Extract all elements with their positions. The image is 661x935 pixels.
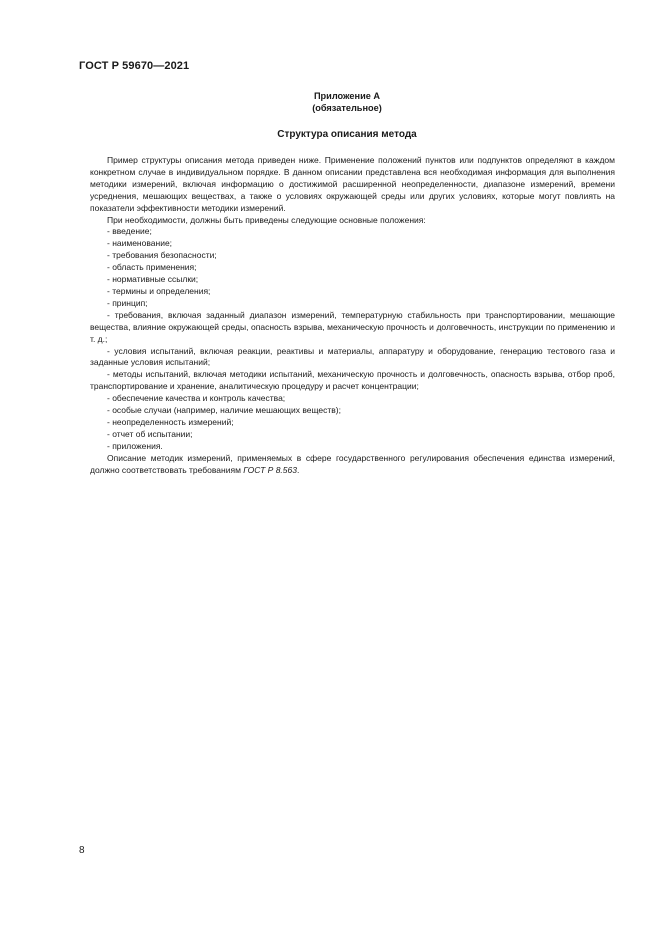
list-item: - особые случаи (например, наличие мешающих веществ); <box>107 405 341 416</box>
closing-end: . <box>296 464 300 475</box>
list-item: - неопределенность измерений; <box>107 416 234 427</box>
list-item: - обеспечение качества и контроль качества; <box>107 393 286 404</box>
list-item: - приложения. <box>107 440 163 451</box>
closing-paragraph <box>90 453 615 477</box>
appendix-heading <box>0 90 661 114</box>
list-item: - отчет об испытании; <box>107 428 193 439</box>
page-number: 8 <box>79 845 85 856</box>
list-intro-paragraph: При необходимости, должны быть приведены следующие основные положения: <box>107 214 426 225</box>
body-text <box>90 155 615 476</box>
closing-text: Описание методик измерений, применяемых в сфере государственного регулирования обеспечения единства измерений, должно соответствовать требованиям <box>90 452 615 475</box>
intro-paragraph: Пример структуры описания метода приведен ниже. Применение положений пунктов или подпунктов определяют в каждом конкретном случае в индивидуальном порядке. В данном описании представлена вся необходимая информация для выполнения методики измерений, включая информацию о достижимой расширенной неопределенности, диапазоне измерений, времени усреднения, мешающих веществах, а также о условиях окружающей среды или других условиях, которые могут повлиять на показатели эффективности методики измерений. <box>90 155 615 213</box>
appendix-status: (обязательное) <box>312 103 382 113</box>
list-item: - термины и определения; <box>107 285 211 296</box>
list-item: - область применения; <box>107 262 197 273</box>
list-item: - принцип; <box>107 297 148 308</box>
list-item: - требования, включая заданный диапазон измерений, температурную стабильность при транспортировании, мешающие вещества, влияние окружающей среды, опасность взрыва, механическую прочность и долговечность, инструкции по применению и т. д.; <box>90 309 615 344</box>
list-item: - нормативные ссылки; <box>107 274 199 285</box>
list-item: - введение; <box>107 226 152 237</box>
list-item: - наименование; <box>107 238 173 249</box>
list-item: - условия испытаний, включая реакции, реактивы и материалы, аппаратуру и оборудование, генерацию тестового газа и заданные условия испытаний; <box>90 345 615 368</box>
section-heading: Структура описания метода <box>277 129 417 140</box>
appendix-title: Приложение А <box>313 91 381 101</box>
standard-reference: ГОСТ Р 8.563 <box>243 464 297 475</box>
list-item: - требования безопасности; <box>107 250 217 261</box>
document-id: ГОСТ Р 59670—2021 <box>79 60 190 72</box>
list-item: - методы испытаний, включая методики испытаний, механическую прочность и долговечность, опасность взрыва, отбор проб, транспортирование и хранение, аналитическую процедуру и расчет концентрации; <box>90 369 615 392</box>
